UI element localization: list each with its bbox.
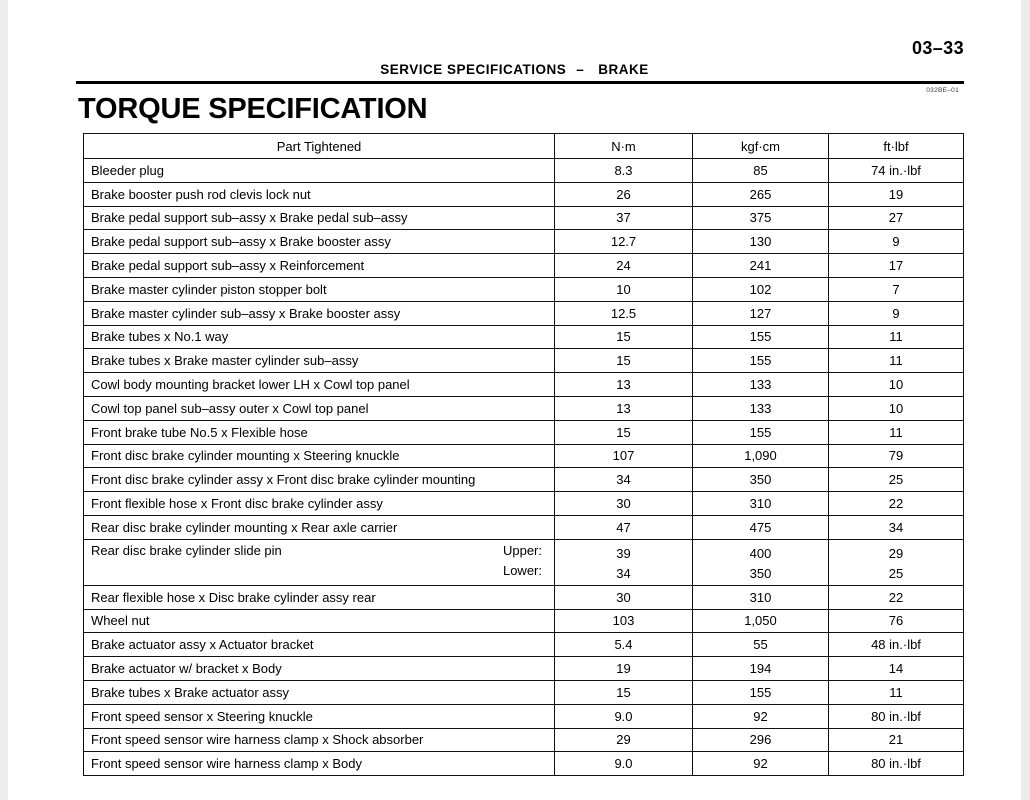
cell-newton-meter: 15 <box>555 680 693 704</box>
cell-ft-lbf: 10 <box>829 396 964 420</box>
cell-kgf-cm: 265 <box>693 182 829 206</box>
cell-part-tightened: Front speed sensor x Steering knuckle <box>84 704 555 728</box>
table-row <box>84 373 964 397</box>
running-header <box>8 62 1021 77</box>
cell-ft-lbf: 76 <box>829 609 964 633</box>
cell-ft-lbf: 25 <box>829 468 964 492</box>
cell-part-tightened: Front speed sensor wire harness clamp x Body <box>84 752 555 776</box>
table-row <box>84 206 964 230</box>
cell-part-tightened: Brake pedal support sub–assy x Brake booster assy <box>84 230 555 254</box>
table-row <box>84 277 964 301</box>
cell-kgf-cm-upper: 400 <box>749 545 772 561</box>
column-header-kgf-cm: kgf·cm <box>693 134 829 159</box>
table-body <box>84 159 964 776</box>
cell-kgf-cm: 310 <box>693 585 829 609</box>
table-header <box>84 134 964 159</box>
cell-ft-lbf: 7 <box>829 277 964 301</box>
page-gutter-left <box>0 0 8 800</box>
cell-part-tightened: Brake pedal support sub–assy x Brake pedal sub–assy <box>84 206 555 230</box>
cell-part-tightened: Front disc brake cylinder assy x Front disc brake cylinder mounting <box>84 468 555 492</box>
cell-part-tightened: Brake tubes x Brake actuator assy <box>84 680 555 704</box>
cell-part-tightened: Cowl body mounting bracket lower LH x Cowl top panel <box>84 373 555 397</box>
cell-ft-lbf: 11 <box>829 420 964 444</box>
cell-newton-meter: 12.7 <box>555 230 693 254</box>
table-row <box>84 420 964 444</box>
cell-ft-lbf: 10 <box>829 373 964 397</box>
cell-ft-lbf: 11 <box>829 325 964 349</box>
cell-kgf-cm: 92 <box>693 752 829 776</box>
cell-newton-meter: 5.4 <box>555 633 693 657</box>
table-row <box>84 301 964 325</box>
table-row <box>84 633 964 657</box>
cell-kgf-cm: 92 <box>693 704 829 728</box>
document-page <box>8 0 1021 800</box>
cell-kgf-cm: 85 <box>693 159 829 183</box>
cell-newton-meter: 26 <box>555 182 693 206</box>
page-number: 03–33 <box>911 38 964 58</box>
column-header-newton-meter: N·m <box>555 134 693 159</box>
table-row <box>84 657 964 681</box>
cell-kgf-cm: 475 <box>693 515 829 539</box>
cell-kgf-cm <box>693 539 829 585</box>
table-row <box>84 468 964 492</box>
table-row <box>84 752 964 776</box>
cell-newton-meter: 24 <box>555 254 693 278</box>
column-header-part-tightened: Part Tightened <box>84 134 555 159</box>
cell-newton-meter: 15 <box>555 349 693 373</box>
qualifier-lower: Lower: <box>502 563 542 579</box>
cell-ft-lbf: 79 <box>829 444 964 468</box>
cell-newton-meter: 47 <box>555 515 693 539</box>
cell-part-tightened: Front flexible hose x Front disc brake cylinder assy <box>84 492 555 516</box>
header-rule <box>76 81 964 84</box>
cell-kgf-cm: 296 <box>693 728 829 752</box>
cell-part-tightened: Front disc brake cylinder mounting x Steering knuckle <box>84 444 555 468</box>
table-row <box>84 728 964 752</box>
table-row <box>84 704 964 728</box>
table-row <box>84 492 964 516</box>
cell-newton-meter-upper: 39 <box>616 545 631 561</box>
cell-ft-lbf: 14 <box>829 657 964 681</box>
cell-ft-lbf-upper: 29 <box>888 545 904 561</box>
cell-newton-meter: 37 <box>555 206 693 230</box>
running-header-separator: – <box>576 62 585 77</box>
cell-kgf-cm: 133 <box>693 373 829 397</box>
cell-kgf-cm: 1,050 <box>693 609 829 633</box>
cell-part-tightened <box>84 539 555 585</box>
cell-newton-meter: 107 <box>555 444 693 468</box>
cell-part-tightened: Brake master cylinder sub–assy x Brake booster assy <box>84 301 555 325</box>
table-row <box>84 182 964 206</box>
cell-newton-meter: 34 <box>555 468 693 492</box>
page-title: TORQUE SPECIFICATION <box>78 93 428 125</box>
cell-ft-lbf: 21 <box>829 728 964 752</box>
cell-newton-meter: 15 <box>555 420 693 444</box>
cell-newton-meter: 9.0 <box>555 704 693 728</box>
cell-ft-lbf: 34 <box>829 515 964 539</box>
cell-part-tightened: Brake booster push rod clevis lock nut <box>84 182 555 206</box>
table-row <box>84 585 964 609</box>
cell-newton-meter: 15 <box>555 325 693 349</box>
cell-ft-lbf: 22 <box>829 492 964 516</box>
cell-part-tightened: Brake master cylinder piston stopper bolt <box>84 277 555 301</box>
cell-part-tightened: Cowl top panel sub–assy outer x Cowl top panel <box>84 396 555 420</box>
cell-part-tightened: Wheel nut <box>84 609 555 633</box>
torque-specification-table <box>83 133 964 776</box>
cell-part-tightened: Front speed sensor wire harness clamp x Shock absorber <box>84 728 555 752</box>
cell-ft-lbf: 19 <box>829 182 964 206</box>
page-gutter-right <box>1021 0 1030 800</box>
cell-ft-lbf: 27 <box>829 206 964 230</box>
table-row <box>84 680 964 704</box>
table-row <box>84 325 964 349</box>
cell-kgf-cm: 155 <box>693 325 829 349</box>
table-row <box>84 230 964 254</box>
cell-ft-lbf: 11 <box>829 680 964 704</box>
cell-ft-lbf: 9 <box>829 230 964 254</box>
cell-newton-meter: 103 <box>555 609 693 633</box>
cell-part-tightened: Brake tubes x No.1 way <box>84 325 555 349</box>
cell-newton-meter-lower: 34 <box>616 565 631 581</box>
cell-ft-lbf: 48 in.·lbf <box>829 633 964 657</box>
table-row <box>84 159 964 183</box>
cell-newton-meter: 8.3 <box>555 159 693 183</box>
cell-part-tightened: Rear disc brake cylinder mounting x Rear axle carrier <box>84 515 555 539</box>
cell-ft-lbf: 80 in.·lbf <box>829 704 964 728</box>
cell-ft-lbf: 17 <box>829 254 964 278</box>
cell-ft-lbf-lower: 25 <box>888 565 904 581</box>
cell-kgf-cm: 194 <box>693 657 829 681</box>
running-header-title: SERVICE SPECIFICATIONS <box>380 62 567 77</box>
table-row <box>84 254 964 278</box>
cell-kgf-cm: 155 <box>693 680 829 704</box>
cell-part-tightened: Rear flexible hose x Disc brake cylinder assy rear <box>84 585 555 609</box>
table-header-row <box>84 134 964 159</box>
cell-ft-lbf <box>829 539 964 585</box>
table-row-split <box>84 539 964 585</box>
cell-part-tightened: Brake actuator w/ bracket x Body <box>84 657 555 681</box>
cell-part-tightened: Brake pedal support sub–assy x Reinforcement <box>84 254 555 278</box>
cell-newton-meter: 10 <box>555 277 693 301</box>
cell-kgf-cm: 155 <box>693 349 829 373</box>
cell-kgf-cm: 1,090 <box>693 444 829 468</box>
cell-newton-meter: 9.0 <box>555 752 693 776</box>
cell-kgf-cm: 55 <box>693 633 829 657</box>
table-row <box>84 396 964 420</box>
cell-newton-meter: 19 <box>555 657 693 681</box>
table-row <box>84 349 964 373</box>
split-qualifiers <box>503 541 548 581</box>
cell-ft-lbf: 80 in.·lbf <box>829 752 964 776</box>
cell-kgf-cm: 375 <box>693 206 829 230</box>
cell-kgf-cm: 241 <box>693 254 829 278</box>
cell-kgf-cm: 310 <box>693 492 829 516</box>
table-row <box>84 444 964 468</box>
cell-kgf-cm: 102 <box>693 277 829 301</box>
cell-newton-meter: 29 <box>555 728 693 752</box>
document-code: 032BE–01 <box>926 87 959 94</box>
cell-ft-lbf: 11 <box>829 349 964 373</box>
cell-kgf-cm-lower: 350 <box>749 565 772 581</box>
cell-kgf-cm: 130 <box>693 230 829 254</box>
cell-part-tightened: Bleeder plug <box>84 159 555 183</box>
cell-newton-meter: 13 <box>555 373 693 397</box>
table-row <box>84 609 964 633</box>
cell-ft-lbf: 9 <box>829 301 964 325</box>
cell-newton-meter: 13 <box>555 396 693 420</box>
cell-part-tightened: Brake actuator assy x Actuator bracket <box>84 633 555 657</box>
cell-ft-lbf: 22 <box>829 585 964 609</box>
cell-ft-lbf: 74 in.·lbf <box>829 159 964 183</box>
table-row <box>84 515 964 539</box>
cell-newton-meter: 30 <box>555 492 693 516</box>
cell-part-tightened: Brake tubes x Brake master cylinder sub–assy <box>84 349 555 373</box>
running-header-subject: BRAKE <box>598 62 649 77</box>
cell-part-tightened: Front brake tube No.5 x Flexible hose <box>84 420 555 444</box>
cell-kgf-cm: 133 <box>693 396 829 420</box>
split-part-name: Rear disc brake cylinder slide pin <box>91 543 282 559</box>
cell-kgf-cm: 127 <box>693 301 829 325</box>
cell-kgf-cm: 350 <box>693 468 829 492</box>
cell-newton-meter: 12.5 <box>555 301 693 325</box>
cell-kgf-cm: 155 <box>693 420 829 444</box>
qualifier-upper: Upper: <box>502 543 542 559</box>
column-header-ft-lbf: ft·lbf <box>829 134 964 159</box>
cell-newton-meter: 30 <box>555 585 693 609</box>
cell-newton-meter <box>555 539 693 585</box>
